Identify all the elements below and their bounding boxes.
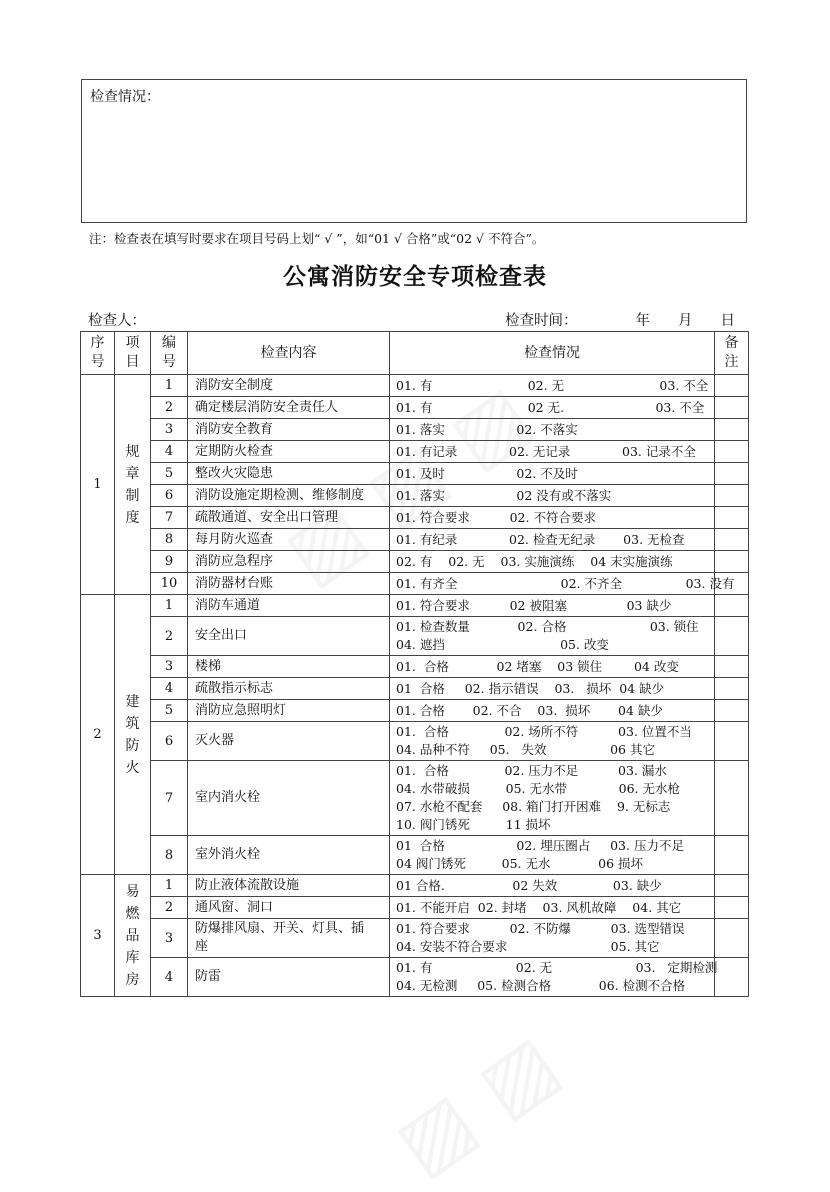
remark-cell[interactable] <box>715 722 749 761</box>
check-item: 消防器材台账 <box>188 573 390 595</box>
item-number: 1 <box>151 595 188 617</box>
table-row <box>81 397 749 419</box>
check-options[interactable]: 01 合格 02. 指示错误 03. 损坏 04 缺少 <box>390 678 715 700</box>
table-row <box>81 958 749 997</box>
section-project: 易 燃 品 库 房 <box>115 875 151 997</box>
header-content: 检查内容 <box>188 332 390 375</box>
inspection-status-label: 检查情况： <box>90 89 160 105</box>
item-number: 8 <box>151 836 188 875</box>
check-item: 疏散指示标志 <box>188 678 390 700</box>
header-remark: 备 注 <box>715 332 749 375</box>
check-options[interactable]: 01. 有纪录 02. 检查无纪录 03. 无检查 <box>390 529 715 551</box>
watermark-2 <box>380 1018 575 1192</box>
table-row <box>81 441 749 463</box>
check-item: 确定楼层消防安全责任人 <box>188 397 390 419</box>
table-row <box>81 722 749 761</box>
item-number: 6 <box>151 485 188 507</box>
remark-cell[interactable] <box>715 617 749 656</box>
check-item: 消防设施定期检测、维修制度 <box>188 485 390 507</box>
item-number: 2 <box>151 617 188 656</box>
check-item: 每月防火巡查 <box>188 529 390 551</box>
fire-safety-checklist-table <box>80 331 749 997</box>
check-options[interactable]: 01. 合格 02. 场所不符 03. 位置不当 04. 品种不符 05. 失效 06 其它 <box>390 722 715 761</box>
table-row <box>81 485 749 507</box>
year-label: 年 <box>635 313 650 329</box>
table-row <box>81 656 749 678</box>
section-number: 1 <box>81 375 115 595</box>
table-row <box>81 551 749 573</box>
check-options[interactable]: 01. 有 02. 无 03. 定期检测 04. 无检测 05. 检测合格 06. 检测不合格 <box>390 958 715 997</box>
check-options[interactable]: 01. 有 02. 无 03. 不全 <box>390 375 715 397</box>
header-status: 检查情况 <box>390 332 715 375</box>
check-item: 消防应急程序 <box>188 551 390 573</box>
item-number: 8 <box>151 529 188 551</box>
table-row <box>81 897 749 919</box>
check-item: 整改火灾隐患 <box>188 463 390 485</box>
inspection-time <box>505 309 735 330</box>
remark-cell[interactable] <box>715 441 749 463</box>
table-row <box>81 507 749 529</box>
check-item: 防雷 <box>188 958 390 997</box>
day-label: 日 <box>720 313 735 329</box>
check-item: 安全出口 <box>188 617 390 656</box>
item-number: 4 <box>151 958 188 997</box>
item-number: 2 <box>151 897 188 919</box>
checklist-body <box>81 375 749 997</box>
section-project: 规 章 制 度 <box>115 375 151 595</box>
item-number: 5 <box>151 463 188 485</box>
check-options[interactable]: 01. 有齐全 02. 不齐全 03. 没有 <box>390 573 715 595</box>
remark-cell[interactable] <box>715 897 749 919</box>
table-row <box>81 375 749 397</box>
check-options[interactable]: 01. 落实 02. 不落实 <box>390 419 715 441</box>
check-item: 消防车通道 <box>188 595 390 617</box>
item-number: 1 <box>151 375 188 397</box>
item-number: 7 <box>151 761 188 836</box>
check-options[interactable]: 01. 及时 02. 不及时 <box>390 463 715 485</box>
check-item: 防止液体流散设施 <box>188 875 390 897</box>
inspection-status-box <box>81 79 747 223</box>
check-options[interactable]: 01 合格 02. 埋压圈占 03. 压力不足 04 阀门锈死 05. 无水 06 损坏 <box>390 836 715 875</box>
item-number: 4 <box>151 678 188 700</box>
check-options[interactable]: 01. 合格 02 堵塞 03 锁住 04 改变 <box>390 656 715 678</box>
check-options[interactable]: 01. 符合要求 02 被阻塞 03 缺少 <box>390 595 715 617</box>
item-number: 10 <box>151 573 188 595</box>
check-options[interactable]: 01 合格. 02 失效 03. 缺少 <box>390 875 715 897</box>
check-options[interactable]: 02. 有 02. 无 03. 实施演练 04 末实施演练 <box>390 551 715 573</box>
check-item: 消防应急照明灯 <box>188 700 390 722</box>
table-row <box>81 617 749 656</box>
section-project: 建 筑 防 火 <box>115 595 151 875</box>
check-options[interactable]: 01. 不能开启 02. 封堵 03. 风机故障 04. 其它 <box>390 897 715 919</box>
table-row <box>81 595 749 617</box>
remark-cell[interactable] <box>715 507 749 529</box>
check-options[interactable]: 01. 有 02 无. 03. 不全 <box>390 397 715 419</box>
remark-cell[interactable] <box>715 485 749 507</box>
item-number: 5 <box>151 700 188 722</box>
check-options[interactable]: 01. 落实 02 没有或不落实 <box>390 485 715 507</box>
item-number: 6 <box>151 722 188 761</box>
inspector-label: 检查人： <box>88 313 146 329</box>
remark-cell[interactable] <box>715 958 749 997</box>
table-row <box>81 678 749 700</box>
table-row <box>81 573 749 595</box>
check-options[interactable]: 01. 合格 02. 不合 03. 损坏 04 缺少 <box>390 700 715 722</box>
month-label: 月 <box>678 313 693 329</box>
table-row <box>81 761 749 836</box>
item-number: 1 <box>151 875 188 897</box>
table-row <box>81 875 749 897</box>
item-number: 3 <box>151 419 188 441</box>
item-number: 3 <box>151 656 188 678</box>
check-item: 室外消火栓 <box>188 836 390 875</box>
check-item: 室内消火栓 <box>188 761 390 836</box>
check-item: 楼梯 <box>188 656 390 678</box>
remark-cell[interactable] <box>715 419 749 441</box>
header-project: 项 目 <box>115 332 151 375</box>
table-row <box>81 919 749 958</box>
remark-cell[interactable] <box>715 836 749 875</box>
check-item: 疏散通道、安全出口管理 <box>188 507 390 529</box>
remark-cell[interactable] <box>715 529 749 551</box>
check-item: 灭火器 <box>188 722 390 761</box>
remark-cell[interactable] <box>715 397 749 419</box>
remark-cell[interactable] <box>715 375 749 397</box>
remark-cell[interactable] <box>715 761 749 836</box>
remark-cell[interactable] <box>715 656 749 678</box>
item-number: 2 <box>151 397 188 419</box>
remark-cell[interactable] <box>715 919 749 958</box>
check-item: 消防安全制度 <box>188 375 390 397</box>
remark-cell[interactable] <box>715 678 749 700</box>
table-row <box>81 463 749 485</box>
remark-cell[interactable] <box>715 551 749 573</box>
check-options[interactable]: 01. 检查数量 02. 合格 03. 锁住 04. 遮挡 05. 改变 <box>390 617 715 656</box>
header-code: 编 号 <box>151 332 188 375</box>
page-title: 公寓消防安全专项检查表 <box>283 263 547 290</box>
remark-cell[interactable] <box>715 700 749 722</box>
fill-instruction-note: 注：检查表在填写时要求在项目号码上划“ √ ”，如“01 √ 合格”或“02 √ 不符合”。 <box>89 231 545 246</box>
check-item: 通风窗、洞口 <box>188 897 390 919</box>
table-row <box>81 700 749 722</box>
item-number: 4 <box>151 441 188 463</box>
time-label: 检查时间： <box>505 313 578 329</box>
remark-cell[interactable] <box>715 875 749 897</box>
check-options[interactable]: 01. 符合要求 02. 不防爆 03. 选型错误 04. 安装不符合要求 05. 其它 <box>390 919 715 958</box>
table-row <box>81 419 749 441</box>
section-number: 2 <box>81 595 115 875</box>
check-options[interactable]: 01. 合格 02. 压力不足 03. 漏水 04. 水带破损 05. 无水带 06. 无水枪 07. 水枪不配套 08. 箱门打开困难 9. 无标志 10. 阀门锈死 11 损坏 <box>390 761 715 836</box>
check-item: 定期防火检查 <box>188 441 390 463</box>
table-row <box>81 529 749 551</box>
check-item: 防爆排风扇、开关、灯具、插 座 <box>188 919 390 958</box>
check-options[interactable]: 01. 有记录 02. 无记录 03. 记录不全 <box>390 441 715 463</box>
remark-cell[interactable] <box>715 595 749 617</box>
item-number: 3 <box>151 919 188 958</box>
table-row <box>81 836 749 875</box>
item-number: 7 <box>151 507 188 529</box>
check-item: 消防安全教育 <box>188 419 390 441</box>
check-options[interactable]: 01. 符合要求 02. 不符合要求 <box>390 507 715 529</box>
remark-cell[interactable] <box>715 463 749 485</box>
header-seq: 序 号 <box>81 332 115 375</box>
item-number: 9 <box>151 551 188 573</box>
section-number: 3 <box>81 875 115 997</box>
